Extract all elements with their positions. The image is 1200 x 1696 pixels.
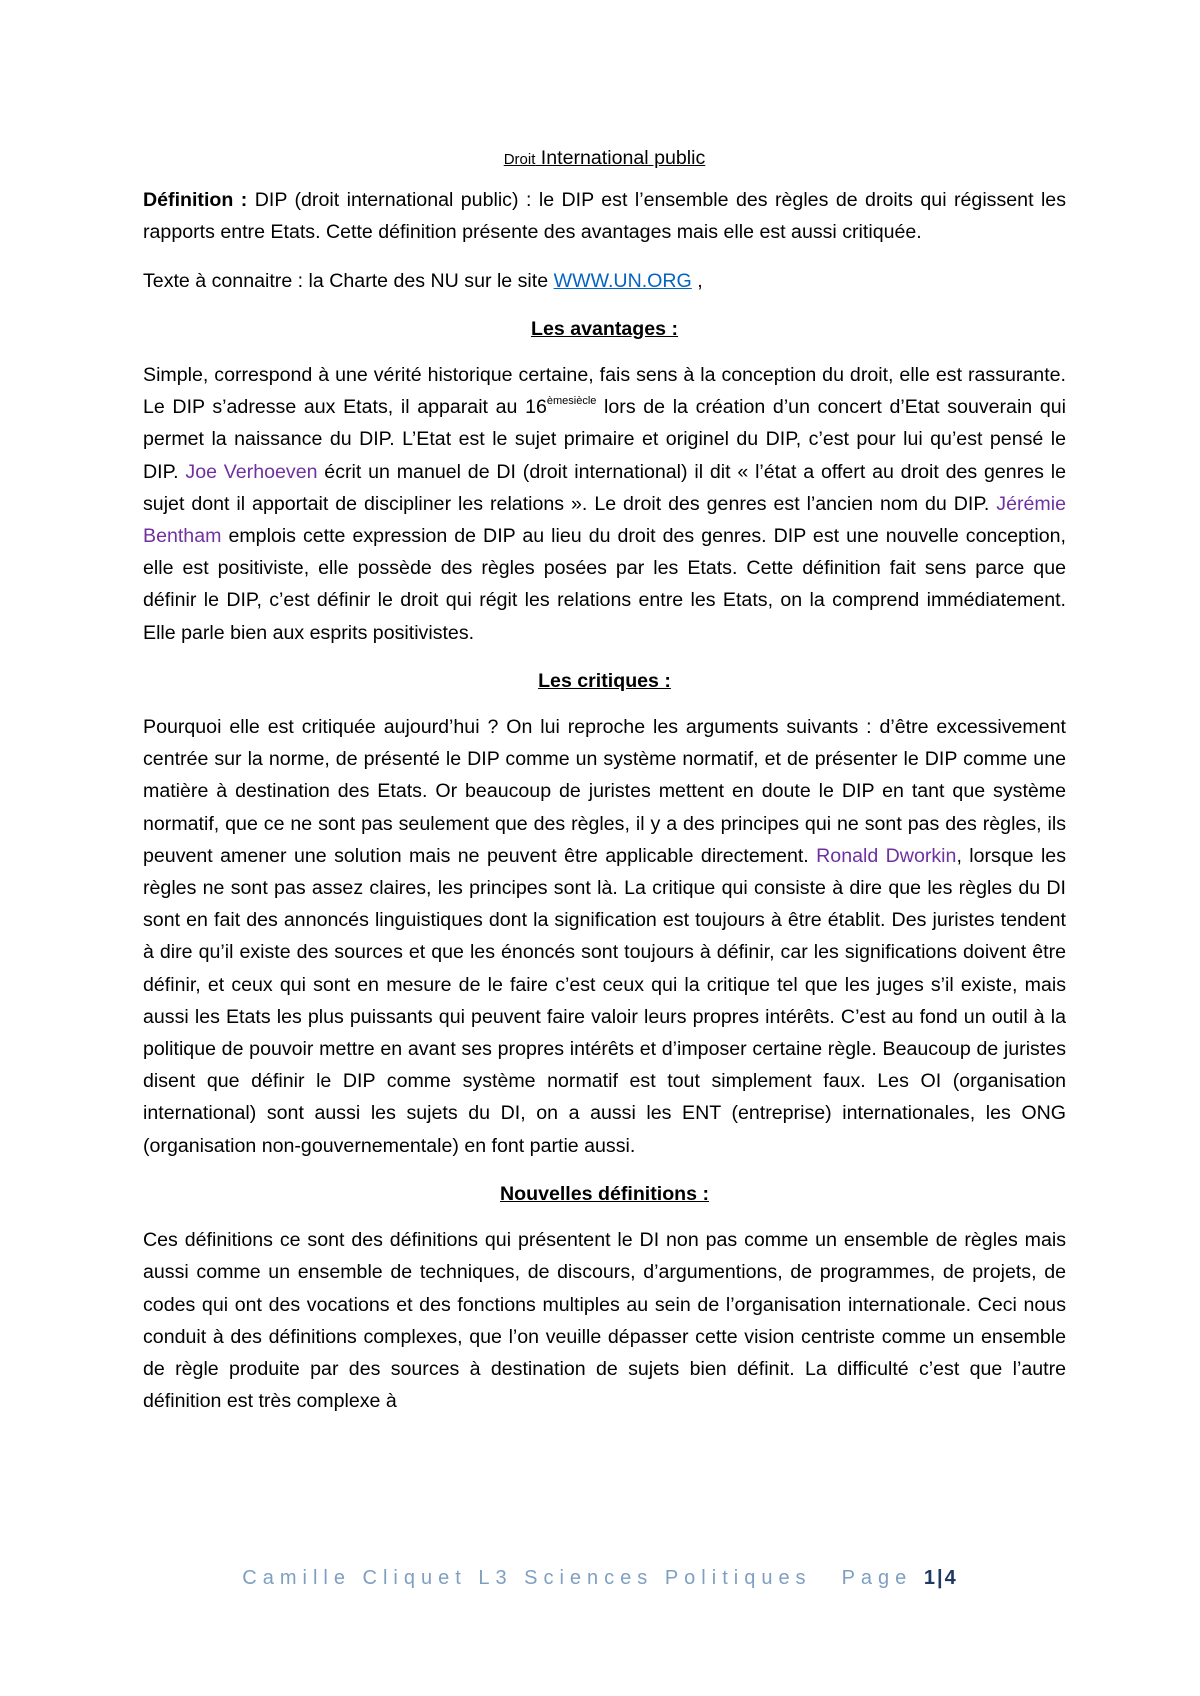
nouvelles-paragraph <box>143 1224 1066 1417</box>
avantages-text-3: écrit un manuel de DI (droit international) il dit « l’état a offert au droit des genres le sujet dont il apportait de discipliner les relations ». Le droit des genres est l’ancien nom du DIP. <box>143 460 1066 515</box>
avantages-text-2: lors de la création d’un concert d’Etat souverain qui permet la naissance du DIP. L’Etat est le sujet primaire et originel du DIP, c’est pour lui qu’est pensé le DIP. <box>143 396 1066 483</box>
title-word-droit: Droit <box>503 151 536 168</box>
footer-separator: | <box>936 1567 945 1589</box>
heading-avantages: Les avantages : <box>530 317 679 340</box>
texte-suffix: , <box>691 269 703 292</box>
footer-page-total: 4 <box>944 1567 958 1589</box>
avantages-text-4: emplois cette expression de DIP au lieu du droit des genres. DIP est une nouvelle conception, elle est positiviste, elle possède des règles posées par les Etats. Cette définition fait sens parce que définir le DIP, c’est définir le droit qui régit les relations entre les Etats, on la comprend immédiatement. Elle parle bien aux esprits positivistes. <box>143 525 1066 644</box>
texte-paragraph <box>143 265 1066 297</box>
document-body <box>143 142 1066 1433</box>
page-footer <box>0 1567 1200 1590</box>
heading-critiques: Les critiques : <box>538 669 671 692</box>
critiques-text-2: , lorsque les règles ne sont pas assez claires, les principes sont là. La critique qui consiste à dire que les règles du DI sont en fait des annoncés linguistiques dont la signification est toujours à être établit. Des juristes tendent à dire qu’il existe des sources et que les énoncés sont toujours à définir, car les significations doivent être définir, et ceux qui sont en mesure de le faire c’est ceux qui la critique tel que les juges s’il existe, mais aussi les Etats les plus puissants qui peuvent faire valoir leurs propres intérêts. C’est au fond un outil à la politique de pouvoir mettre en avant ses propres intérêts et d’imposer certaine règle. Beaucoup de juristes disent que définir le DIP comme système normatif est tout simplement faux. Les OI (organisation international) sont aussi les sujets du DI, on a aussi les ENT (entreprise) internationales, les ONG (organisation non-gouvernementale) en font partie aussi. <box>143 844 1067 1157</box>
avantages-text-1: Simple, correspond à une vérité historique certaine, fais sens à la conception du droit, elle est rassurante. Le DIP s’adresse aux Etats, il apparait au 16 <box>143 364 1066 419</box>
name-verhoeven: Joe Verhoeven <box>185 460 318 483</box>
un-org-link[interactable]: WWW.UN.ORG <box>553 269 692 292</box>
critiques-paragraph <box>143 711 1066 1162</box>
title-rest: International public <box>535 147 706 169</box>
footer-author: Camille Cliquet L3 Sciences Politiques <box>242 1567 812 1589</box>
footer-page-label: Page <box>841 1567 913 1589</box>
critiques-text-1: Pourquoi elle est critiquée aujourd’hui ? On lui reproche les arguments suivants : d’être excessivement centrée sur la norme, de présenté le DIP comme un système normatif, et de présenter le DIP comme une matière à destination des Etats. Or beaucoup de juristes mettent en doute le DIP en tant que système normatif, que ce ne sont pas seulement que des règles, il y a des principes qui ne sont pas des règles, ils peuvent amener une solution mais ne peuvent être applicable directement. <box>143 716 1066 867</box>
definition-label: Définition : <box>143 189 248 212</box>
definition-text: DIP (droit international public) : le DIP est l’ensemble des règles de droits qui régissent les rapports entre Etats. Cette définition présente des avantages mais elle est aussi critiquée. <box>143 189 1066 244</box>
heading-nouvelles-definitions: Nouvelles définitions : <box>499 1182 710 1205</box>
definition-paragraph <box>143 184 1066 248</box>
avantages-paragraph <box>143 359 1066 649</box>
nouvelles-text-1: Ces définitions ce sont des définitions qui présentent le DI non pas comme un ensemble de règles mais aussi comme un ensemble de techniques, de discours, d’argumentions, de programmes, de projets, de codes qui ont des vocations et des fonctions multiples au sein de l’organisation internationale. Ceci nous conduit à des définitions complexes, que l’on veuille dépasser cette vision centriste comme un ensemble de règle produite par des sources à destination de sujets bien définit. La difficulté c’est que l’autre définition est très complexe à <box>143 1229 1066 1413</box>
texte-prefix: Texte à connaitre : la Charte des NU sur le site <box>143 269 554 292</box>
century-superscript: èmesiècle <box>546 395 597 408</box>
name-bentham: Jérémie Bentham <box>143 492 1066 548</box>
name-dworkin: Ronald Dworkin <box>816 844 957 867</box>
footer-page-number: 1 <box>923 1567 937 1589</box>
document-title <box>143 142 1066 176</box>
